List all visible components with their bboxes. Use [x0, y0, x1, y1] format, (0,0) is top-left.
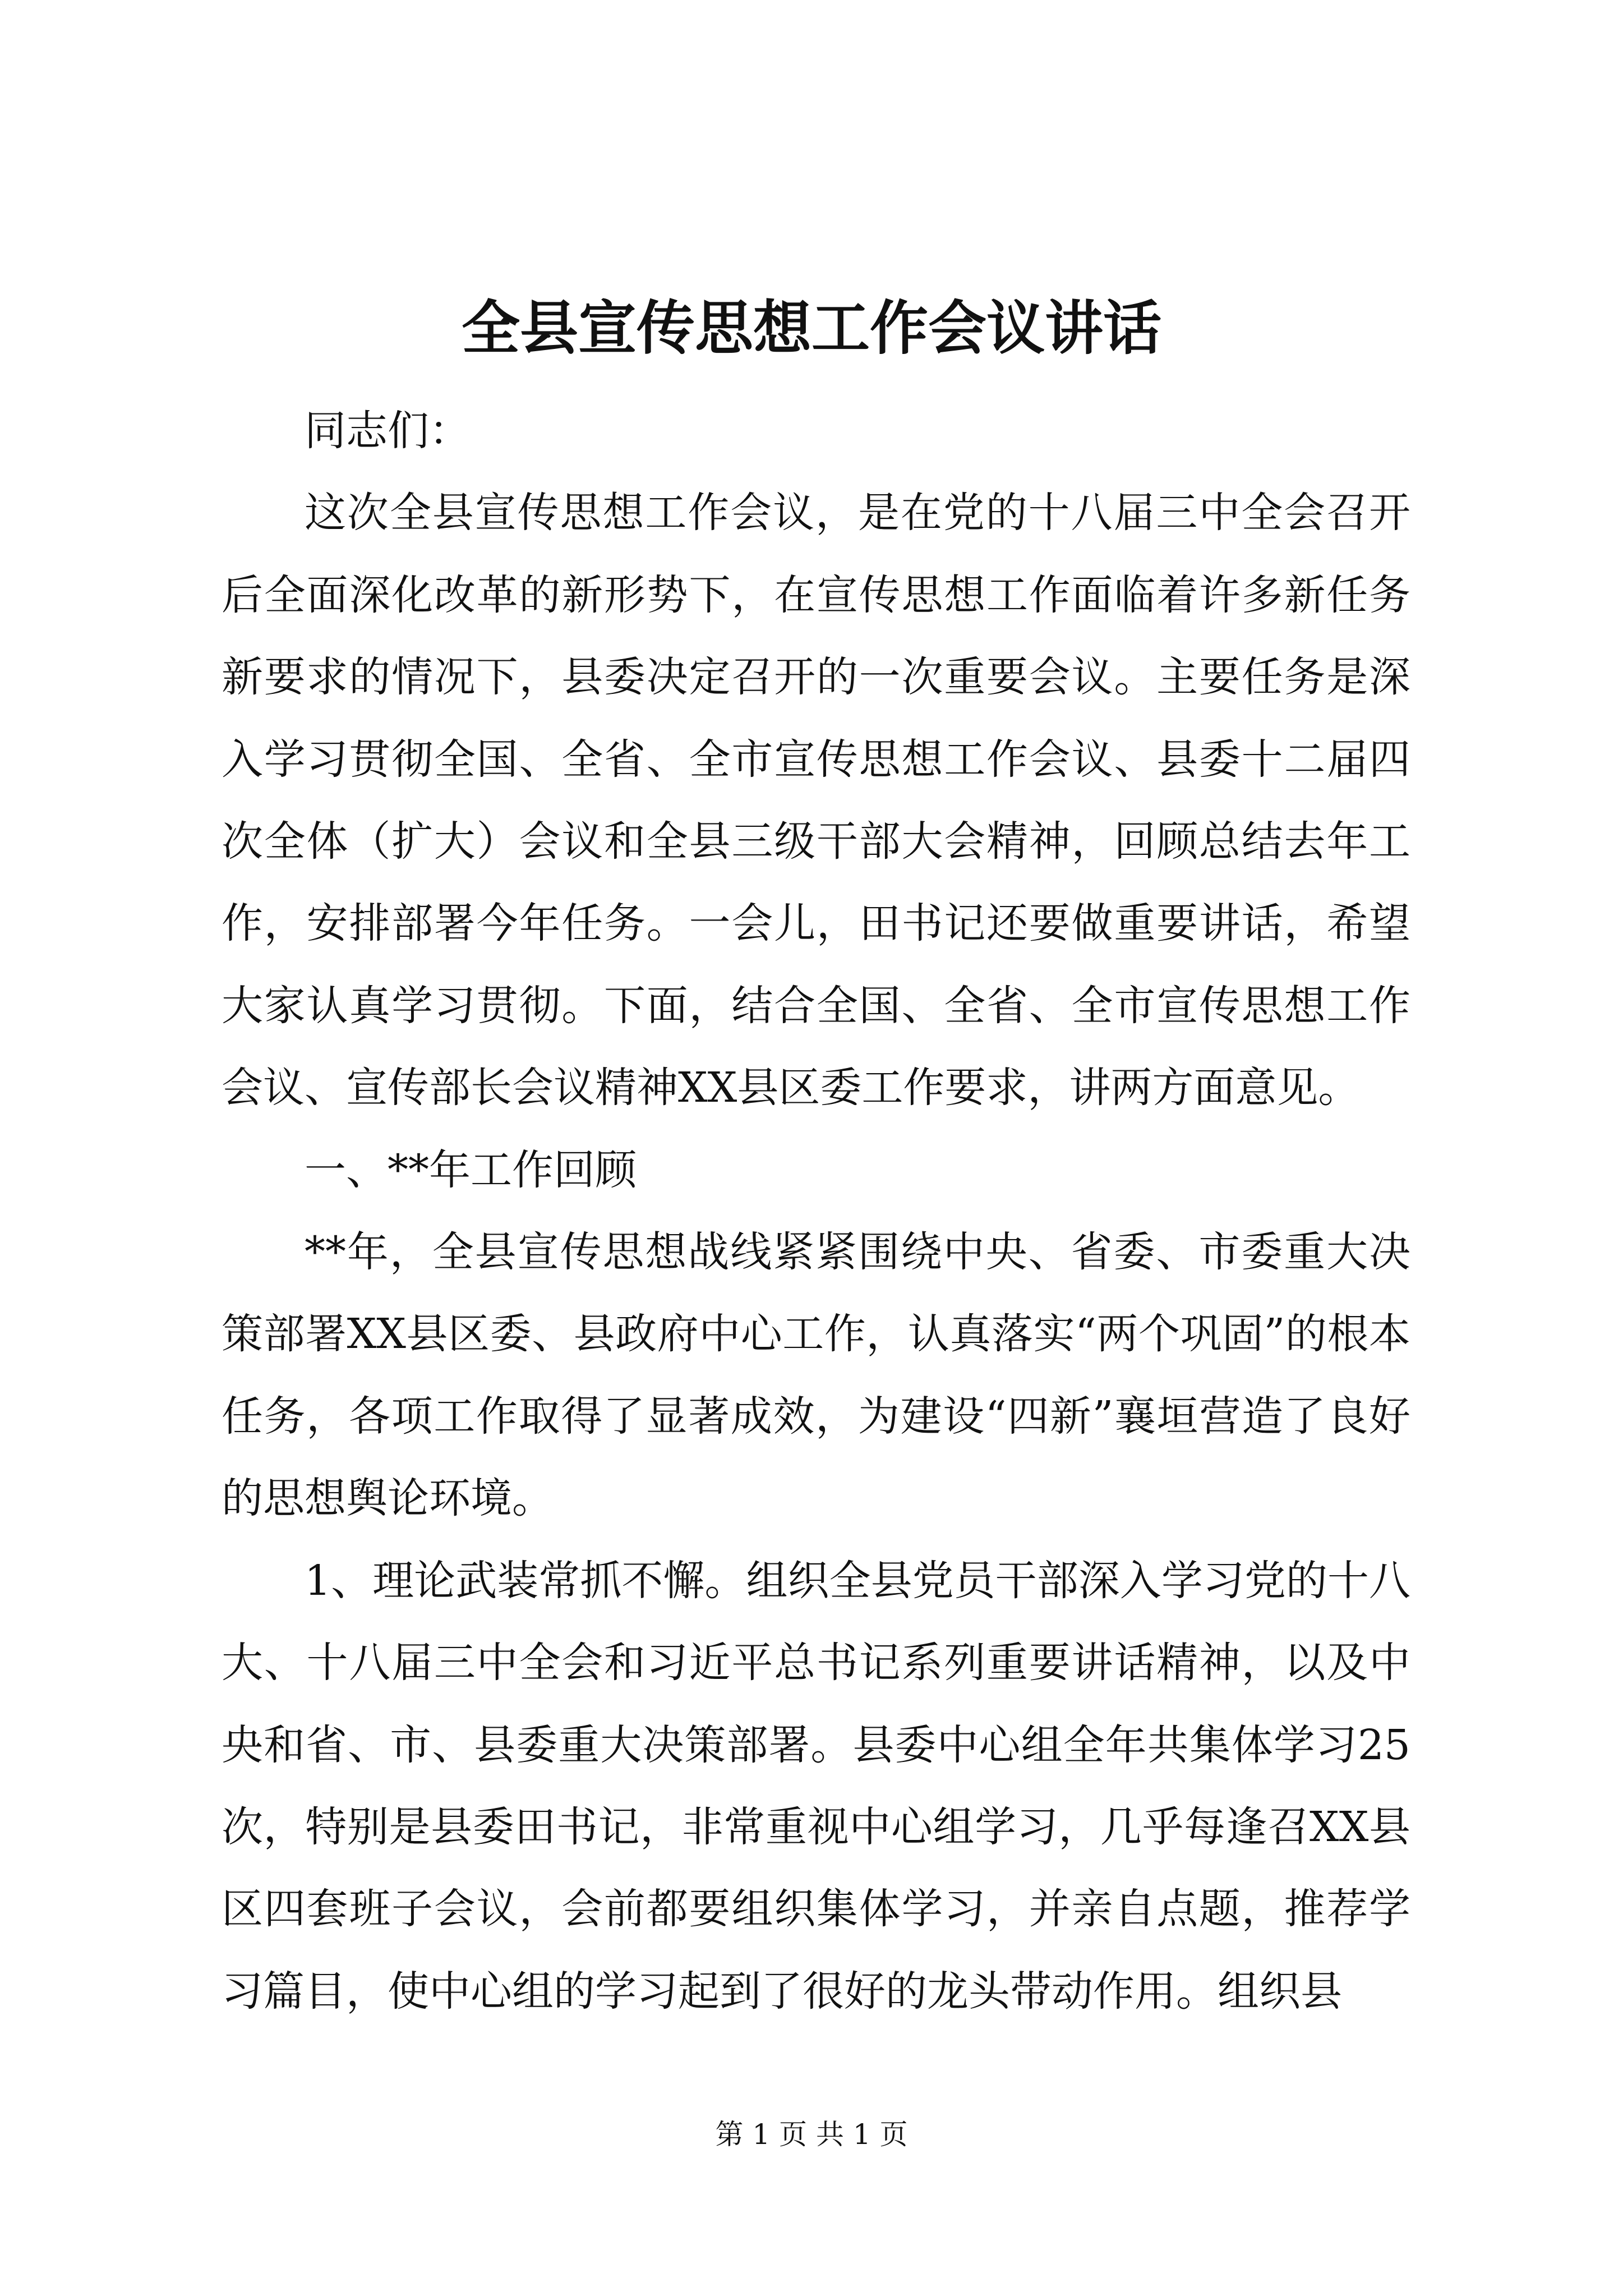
salutation: 同志们： — [305, 407, 471, 455]
document-body — [222, 390, 1410, 2032]
paragraph-intro: 这次全县宣传思想工作会议，是在党的十八届三中全会召开后全面深化改革的新形势下，在宣传思想工作面临着许多新任务新要求的情况下，县委决定召开的一次重要会议。主要任务是深入学习贯彻全国、全省、全市宣传思想工作会议、县委十二届四次全体（扩大）会议和全县三级干部大会精神，回顾总结去年工作，安排部署今年任务。一会儿，田书记还要做重要讲话，希望大家认真学习贯彻。下面，结合全国、全省、全市宣传思想工作会议、宣传部长会议精神XX县区委工作要求，讲两方面意见。 — [222, 489, 1410, 1112]
section-heading-review: 一、**年工作回顾 — [305, 1145, 637, 1194]
page-footer: 第 1 页 共 1 页 — [715, 2118, 908, 2151]
paragraph-theory-study: 1、理论武装常抓不懈。组织全县党员干部深入学习党的十八大、十八届三中全会和习近平总书记系列重要讲话精神，以及中央和省、市、县委重大决策部署。县委中心组全年共集体学习25次，特别是县委田书记，非常重视中心组学习，几乎每逢召XX县区四套班子会议，会前都要组织集体学习，并亲自点题，推荐学习篇目，使中心组的学习起到了很好的龙头带动作用。组织县 — [222, 1556, 1410, 2016]
page-title: 全县宣传思想工作会议讲话 — [461, 293, 1161, 362]
paragraph-summary: **年，全县宣传思想战线紧紧围绕中央、省委、市委重大决策部署XX县区委、县政府中心工作，认真落实“两个巩固”的根本任务，各项工作取得了显著成效，为建设“四新”襄垣营造了良好的思想舆论环境。 — [222, 1228, 1410, 1523]
